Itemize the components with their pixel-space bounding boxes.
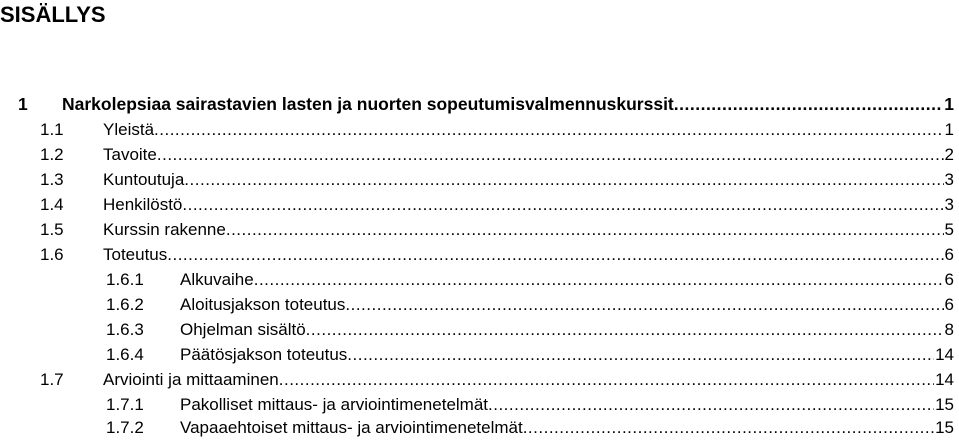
toc-entry-line [103, 368, 954, 392]
toc-entry-label: Ohjelman sisältö [180, 320, 306, 339]
toc-entry-label: Yleistä [103, 120, 155, 139]
toc-entry-page-number: 15 [935, 395, 954, 414]
toc-entry-line [103, 168, 954, 192]
toc-entry-page-number: 14 [935, 370, 954, 389]
toc-dot-leader [226, 218, 944, 242]
toc-entry-page-number: 15 [935, 418, 954, 437]
toc-entry-label: Alkuvaihe [180, 270, 254, 289]
toc-entry-line [180, 416, 954, 440]
toc-entry[interactable] [0, 168, 954, 192]
toc-entry-number: 1.7 [40, 370, 64, 389]
toc-entry-page-number: 6 [944, 245, 954, 264]
toc-dot-leader [154, 118, 944, 142]
toc-entry-page-number: 1 [944, 120, 954, 139]
toc-entry-number: 1.2 [40, 145, 64, 164]
toc-entry-page-number: 5 [944, 220, 954, 239]
toc-entry-number: 1.6.4 [106, 345, 144, 364]
toc-entry-line [103, 193, 954, 217]
toc-entry[interactable] [0, 193, 954, 217]
toc-dot-leader [674, 92, 944, 116]
toc-entry[interactable] [0, 293, 954, 317]
toc-dot-leader [523, 416, 934, 440]
toc-entry[interactable] [0, 143, 954, 167]
toc-dot-leader [157, 143, 944, 167]
toc-entry[interactable] [0, 343, 954, 367]
toc-dot-leader [279, 368, 934, 392]
toc-entry-line [180, 293, 954, 317]
toc-entry-number: 1.3 [40, 170, 64, 189]
toc-entry[interactable] [0, 92, 954, 116]
toc-entry-number: 1.6 [40, 245, 64, 264]
toc-entry-number: 1.4 [40, 195, 64, 214]
toc-dot-leader [254, 268, 944, 292]
toc-entry-line [180, 268, 954, 292]
toc-dot-leader [167, 243, 943, 267]
toc-entry-line [103, 143, 954, 167]
toc-entry-number: 1 [18, 94, 28, 114]
toc-entry-label: Tavoite [103, 145, 157, 164]
toc-dot-leader [184, 168, 943, 192]
toc-entry-label: Narkolepsiaa sairastavien lasten ja nuorten sopeutumisvalmennuskurssit [62, 94, 674, 114]
toc-dot-leader [345, 293, 943, 317]
toc-entry-number: 1.6.2 [106, 295, 144, 314]
toc-dot-leader [306, 318, 944, 342]
toc-entry-label: Kuntoutuja [103, 170, 185, 189]
toc-entry[interactable] [0, 118, 954, 142]
toc-entry-page-number: 6 [944, 295, 954, 314]
toc-entry-line [103, 243, 954, 267]
toc-entry-label: Vapaaehtoiset mittaus- ja arviointimenetelmät [180, 418, 523, 437]
toc-entry[interactable] [0, 268, 954, 292]
toc-entry-number: 1.6.1 [106, 270, 144, 289]
toc-entry-line [180, 343, 954, 367]
toc-entry-label: Arviointi ja mittaaminen [103, 370, 279, 389]
toc-entry[interactable] [0, 243, 954, 267]
toc-entry[interactable] [0, 218, 954, 242]
toc-entry[interactable] [0, 416, 954, 440]
page-title: SISÄLLYS [0, 2, 106, 27]
toc-entry-page-number: 1 [944, 94, 954, 114]
toc-entry-page-number: 2 [944, 145, 954, 164]
toc-entry[interactable] [0, 368, 954, 392]
toc-entry-number: 1.7.2 [106, 418, 144, 437]
toc-entry-line [103, 218, 954, 242]
toc-entry-number: 1.1 [40, 120, 64, 139]
toc-entry-page-number: 3 [944, 195, 954, 214]
toc-dot-leader [182, 193, 943, 217]
toc-entry-number: 1.6.3 [106, 320, 144, 339]
toc-entry-page-number: 3 [944, 170, 954, 189]
toc-entry-line [103, 118, 954, 142]
toc-entry-label: Pakolliset mittaus- ja arviointimenetelmät [180, 395, 489, 414]
toc-entry-line [180, 318, 954, 342]
toc-entry[interactable] [0, 393, 954, 417]
toc-entry-page-number: 8 [944, 320, 954, 339]
toc-entry-number: 1.5 [40, 220, 64, 239]
toc-entry-label: Toteutus [103, 245, 168, 264]
toc-entry-number: 1.7.1 [106, 395, 144, 414]
toc-entry[interactable] [0, 318, 954, 342]
toc-dot-leader [488, 393, 934, 417]
toc-entry-line [62, 92, 954, 116]
toc-entry-label: Henkilöstö [103, 195, 183, 214]
toc-entry-page-number: 14 [935, 345, 954, 364]
toc-entry-line [180, 393, 954, 417]
toc-entry-label: Päätösjakson toteutus [180, 345, 348, 364]
toc-entry-label: Kurssin rakenne [103, 220, 226, 239]
toc-entry-page-number: 6 [944, 270, 954, 289]
toc-entry-label: Aloitusjakson toteutus [180, 295, 346, 314]
toc-dot-leader [347, 343, 934, 367]
